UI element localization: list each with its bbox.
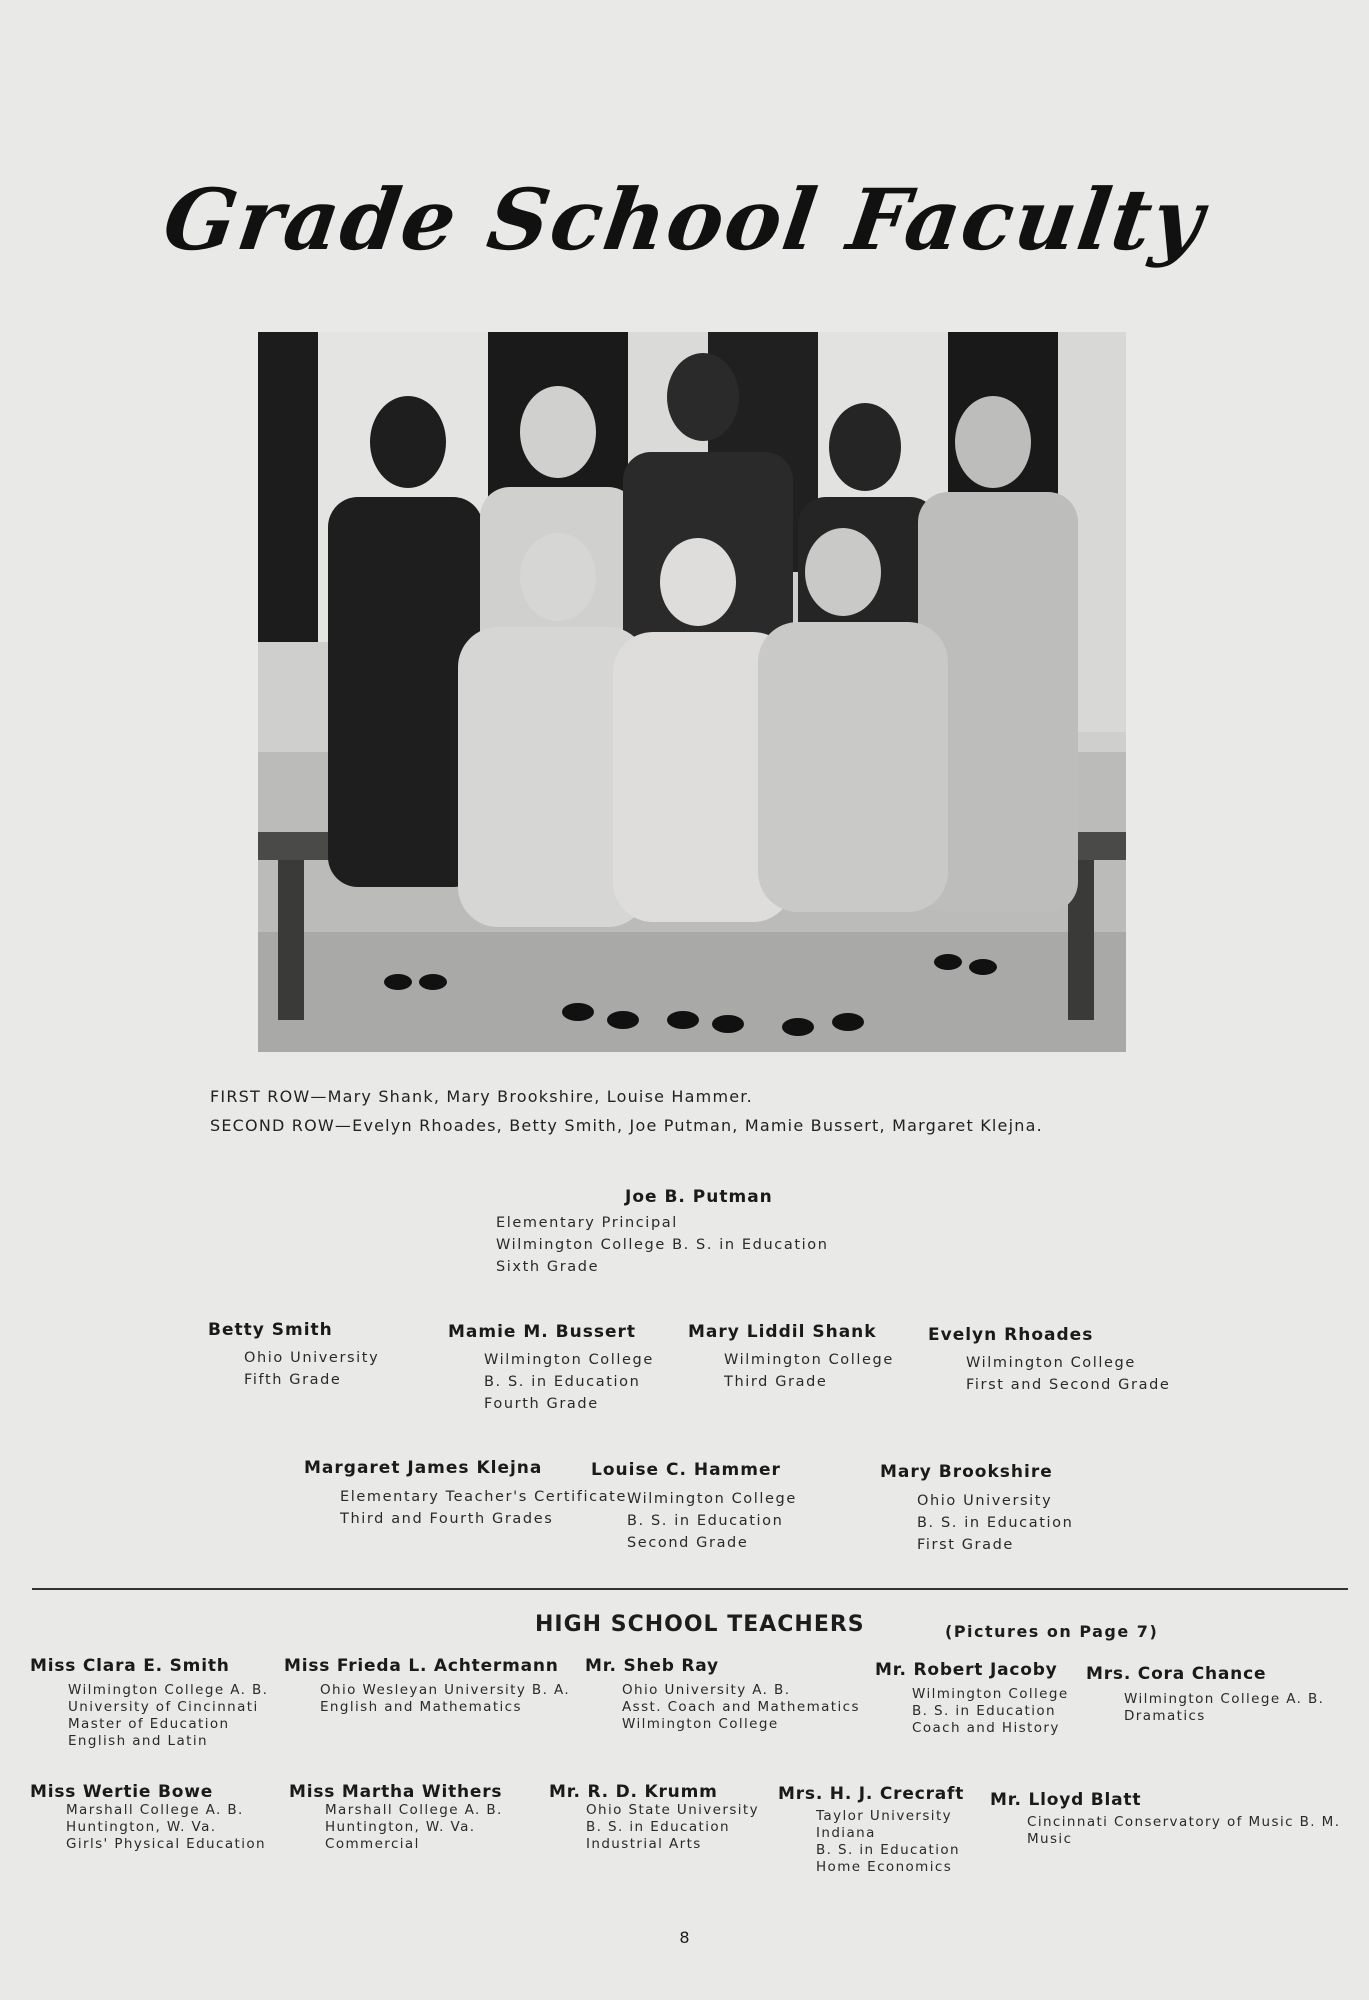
teacher-detail: Third Grade (724, 1374, 828, 1390)
hs-teacher-detail: Wilmington College (912, 1686, 1069, 1702)
hs-teacher-name: Mr. Lloyd Blatt (990, 1790, 1142, 1810)
page-number: 8 (679, 1928, 690, 1947)
teacher-name: Mary Brookshire (880, 1462, 1053, 1482)
hs-teacher-name: Mr. Sheb Ray (585, 1656, 719, 1676)
principal-detail: Elementary Principal (496, 1215, 678, 1231)
hs-teacher-name: Mrs. Cora Chance (1086, 1664, 1267, 1684)
principal-detail: Sixth Grade (496, 1259, 600, 1275)
hs-teacher-detail: Wilmington College A. B. (68, 1682, 269, 1698)
teacher-detail: Ohio University (917, 1493, 1053, 1509)
hs-teacher-details (1124, 1691, 1324, 1725)
hs-teacher-detail: University of Cincinnati (68, 1699, 259, 1715)
teacher-name: Mary Liddil Shank (688, 1322, 877, 1342)
teacher-detail: Second Grade (627, 1535, 749, 1551)
hs-teacher-detail: Ohio University A. B. (622, 1682, 791, 1698)
principal-details (496, 1212, 829, 1278)
teacher-details (244, 1347, 379, 1391)
hs-teacher-detail: Huntington, W. Va. (325, 1819, 476, 1835)
faculty-group-photo (258, 332, 1126, 1052)
caption-first-row: FIRST ROW—Mary Shank, Mary Brookshire, Louise Hammer. (210, 1087, 753, 1106)
teacher-name: Margaret James Klejna (304, 1458, 543, 1478)
hs-teacher-details (66, 1802, 266, 1853)
teacher-detail: Fourth Grade (484, 1396, 599, 1412)
hs-teacher-name: Miss Martha Withers (289, 1782, 503, 1802)
principal-detail: Wilmington College B. S. in Education (496, 1237, 829, 1253)
hs-teacher-name: Mrs. H. J. Crecraft (778, 1784, 965, 1804)
hs-teacher-detail: Music (1027, 1831, 1073, 1847)
teacher-detail: First Grade (917, 1537, 1014, 1553)
hs-teacher-detail: Marshall College A. B. (325, 1802, 503, 1818)
hs-teacher-detail: Dramatics (1124, 1708, 1206, 1724)
teacher-detail: Ohio University (244, 1350, 380, 1366)
hs-teacher-name: Mr. R. D. Krumm (549, 1782, 718, 1802)
hs-teacher-details (912, 1686, 1069, 1737)
teacher-detail: First and Second Grade (966, 1377, 1171, 1393)
hs-teacher-detail: B. S. in Education (586, 1819, 731, 1835)
teacher-detail: B. S. in Education (917, 1515, 1074, 1531)
hs-teacher-name: Miss Frieda L. Achtermann (284, 1656, 559, 1676)
hs-teacher-detail: Cincinnati Conservatory of Music B. M. (1027, 1814, 1341, 1830)
faculty-photo-illustration (258, 332, 1126, 1052)
section-divider (32, 1588, 1348, 1590)
hs-teacher-name: Mr. Robert Jacoby (875, 1660, 1058, 1680)
hs-teacher-detail: Asst. Coach and Mathematics (622, 1699, 860, 1715)
hs-teacher-detail: Huntington, W. Va. (66, 1819, 217, 1835)
hs-teacher-detail: Taylor University (816, 1808, 953, 1824)
hs-teacher-detail: Home Economics (816, 1859, 953, 1875)
hs-teacher-detail: Indiana (816, 1825, 876, 1841)
hs-teacher-detail: B. S. in Education (912, 1703, 1057, 1719)
hs-teacher-detail: Wilmington College A. B. (1124, 1691, 1325, 1707)
teacher-details (627, 1488, 797, 1554)
teacher-detail: B. S. in Education (484, 1374, 641, 1390)
teacher-details (340, 1486, 627, 1530)
teacher-details (966, 1352, 1170, 1396)
hs-teacher-details (68, 1682, 268, 1750)
teacher-name: Mamie M. Bussert (448, 1322, 637, 1342)
teacher-details (484, 1349, 654, 1415)
hs-teacher-detail: Marshall College A. B. (66, 1802, 244, 1818)
high-school-heading: HIGH SCHOOL TEACHERS (535, 1612, 865, 1637)
teacher-detail: Wilmington College (966, 1355, 1136, 1371)
page-title: Grade School Faculty (157, 170, 1212, 269)
caption-second-row: SECOND ROW—Evelyn Rhoades, Betty Smith, Joe Putman, Mamie Bussert, Margaret Klejna. (210, 1116, 1043, 1135)
hs-teacher-detail: Master of Education (68, 1716, 230, 1732)
teacher-detail: Fifth Grade (244, 1372, 342, 1388)
high-school-note: (Pictures on Page 7) (945, 1622, 1159, 1641)
hs-teacher-detail: English and Mathematics (320, 1699, 522, 1715)
teacher-name: Evelyn Rhoades (928, 1325, 1094, 1345)
teacher-name: Louise C. Hammer (591, 1460, 781, 1480)
hs-teacher-detail: English and Latin (68, 1733, 208, 1749)
teacher-detail: Third and Fourth Grades (340, 1511, 554, 1527)
teacher-detail: B. S. in Education (627, 1513, 784, 1529)
teacher-name: Betty Smith (208, 1320, 333, 1340)
hs-teacher-details (325, 1802, 503, 1853)
hs-teacher-details (1027, 1814, 1340, 1848)
hs-teacher-detail: Coach and History (912, 1720, 1060, 1736)
hs-teacher-detail: B. S. in Education (816, 1842, 961, 1858)
teacher-details (917, 1490, 1073, 1556)
teacher-detail: Wilmington College (627, 1491, 797, 1507)
hs-teacher-name: Miss Wertie Bowe (30, 1782, 214, 1802)
hs-teacher-detail: Wilmington College (622, 1716, 779, 1732)
hs-teacher-detail: Girls' Physical Education (66, 1836, 266, 1852)
hs-teacher-detail: Commercial (325, 1836, 420, 1852)
teacher-detail: Elementary Teacher's Certificate (340, 1489, 627, 1505)
hs-teacher-details (320, 1682, 570, 1716)
hs-teacher-details (622, 1682, 860, 1733)
hs-teacher-details (586, 1802, 759, 1853)
hs-teacher-name: Miss Clara E. Smith (30, 1656, 230, 1676)
hs-teacher-detail: Ohio Wesleyan University B. A. (320, 1682, 571, 1698)
teacher-details (724, 1349, 894, 1393)
teacher-detail: Wilmington College (484, 1352, 654, 1368)
hs-teacher-detail: Ohio State University (586, 1802, 760, 1818)
principal-name: Joe B. Putman (625, 1187, 773, 1207)
teacher-detail: Wilmington College (724, 1352, 894, 1368)
hs-teacher-detail: Industrial Arts (586, 1836, 702, 1852)
hs-teacher-details (816, 1808, 960, 1876)
